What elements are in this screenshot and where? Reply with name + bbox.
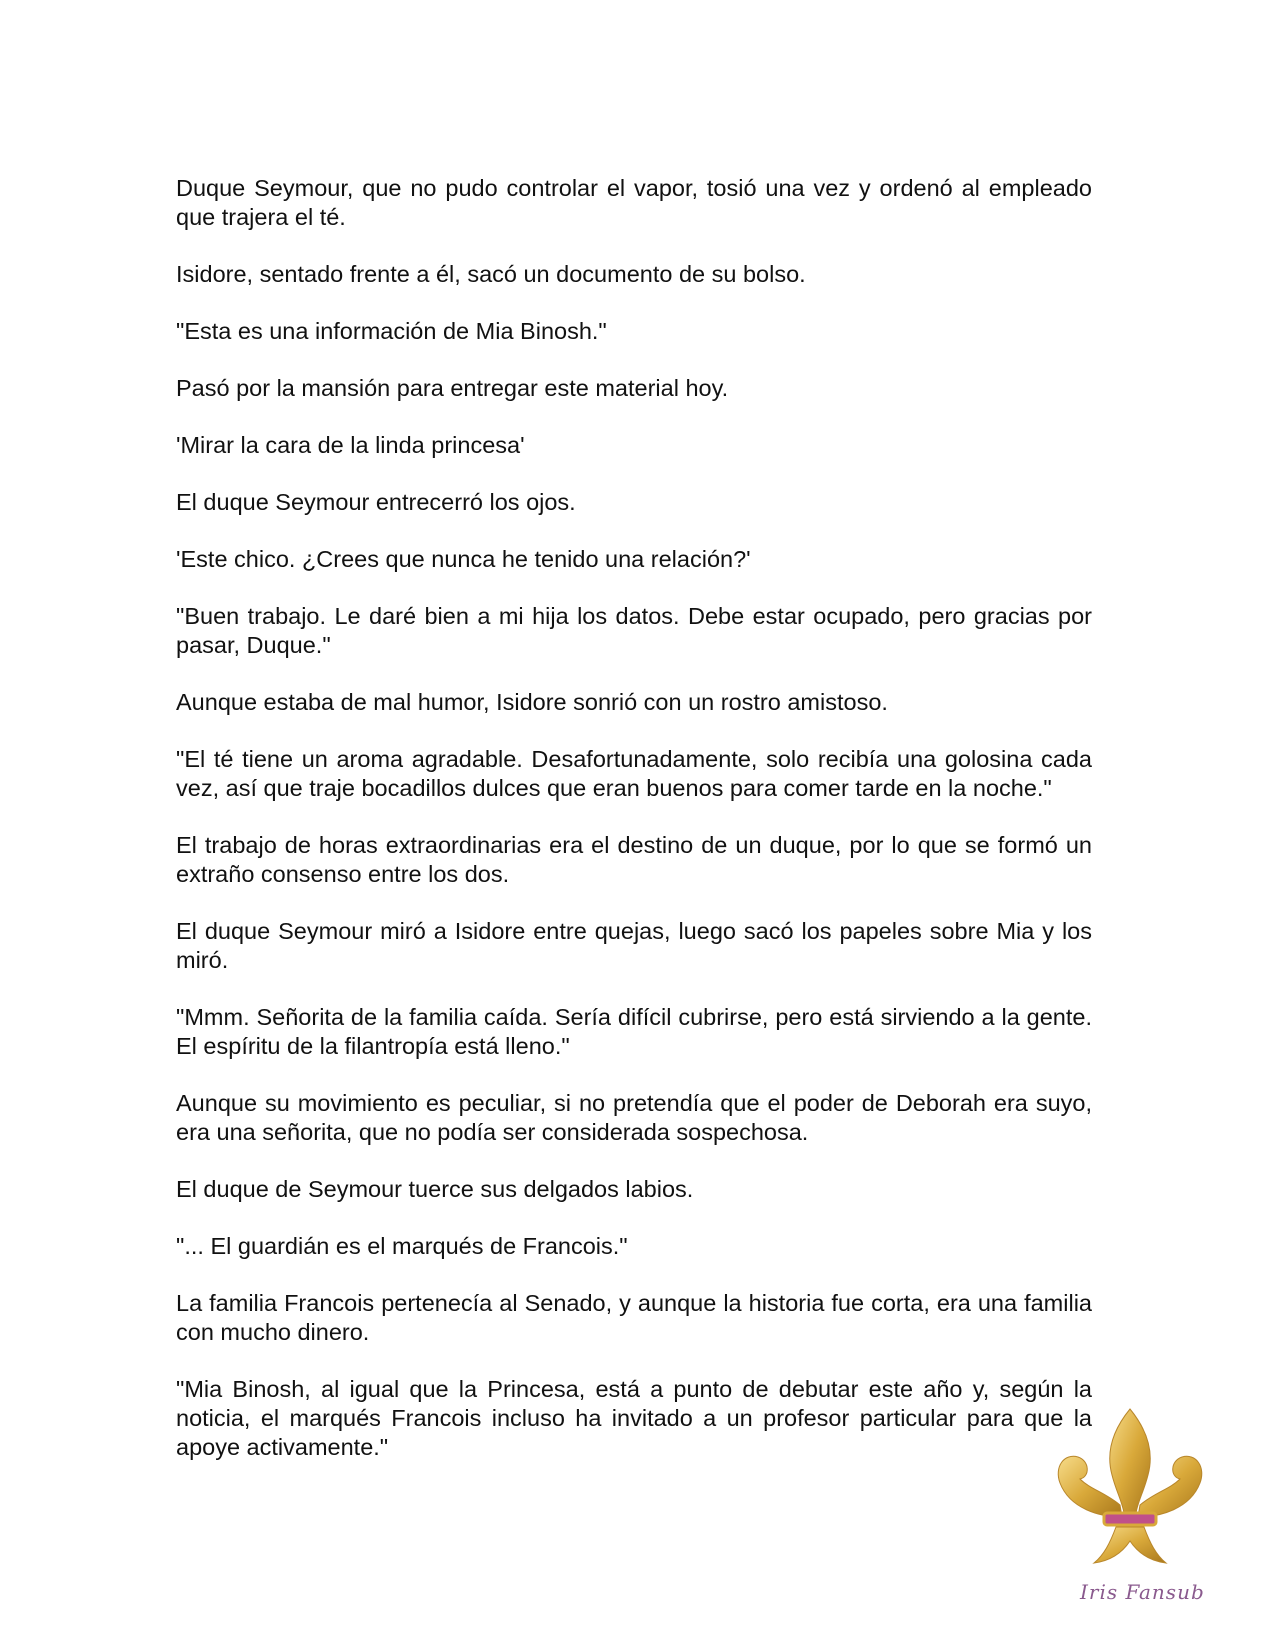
- paragraph: "Buen trabajo. Le daré bien a mi hija los datos. Debe estar ocupado, pero gracias por pasar, Duque.": [176, 603, 1092, 658]
- fleur-de-lis-graphic: [1050, 1405, 1210, 1575]
- paragraph: El duque Seymour entrecerró los ojos.: [176, 489, 576, 515]
- paragraph: 'Mirar la cara de la linda princesa': [176, 432, 525, 458]
- paragraph: Duque Seymour, que no pudo controlar el vapor, tosió una vez y ordenó al empleado que trajera el té.: [176, 175, 1092, 230]
- paragraph: El duque Seymour miró a Isidore entre quejas, luego sacó los papeles sobre Mia y los miró.: [176, 918, 1092, 973]
- paragraph: "... El guardián es el marqués de Francois.": [176, 1233, 628, 1259]
- paragraph: Isidore, sentado frente a él, sacó un documento de su bolso.: [176, 261, 806, 287]
- paragraph: Pasó por la mansión para entregar este material hoy.: [176, 375, 729, 401]
- paragraph: 'Este chico. ¿Crees que nunca he tenido una relación?': [176, 546, 751, 572]
- paragraph: "Mmm. Señorita de la familia caída. Sería difícil cubrirse, pero está sirviendo a la gente. El espíritu de la filantropía está lleno.": [176, 1004, 1092, 1059]
- paragraph: El duque de Seymour tuerce sus delgados labios.: [176, 1176, 694, 1202]
- paragraph: La familia Francois pertenecía al Senado, y aunque la historia fue corta, era una familia con mucho dinero.: [176, 1290, 1092, 1345]
- watermark-label: Iris Fansub: [1080, 1580, 1205, 1604]
- paragraph: "El té tiene un aroma agradable. Desafortunadamente, solo recibía una golosina cada vez, así que traje bocadillos dulces que eran buenos para comer tarde en la noche.": [176, 746, 1092, 801]
- document-body: [176, 174, 1092, 1490]
- paragraph: El trabajo de horas extraordinarias era el destino de un duque, por lo que se formó un extraño consenso entre los dos.: [176, 832, 1092, 887]
- paragraph: Aunque estaba de mal humor, Isidore sonrió con un rostro amistoso.: [176, 689, 888, 715]
- paragraph: "Esta es una información de Mia Binosh.": [176, 318, 607, 344]
- paragraph: Aunque su movimiento es peculiar, si no pretendía que el poder de Deborah era suyo, era una señorita, que no podía ser considerada sospechosa.: [176, 1090, 1092, 1145]
- paragraph: "Mia Binosh, al igual que la Princesa, está a punto de debutar este año y, según la noticia, el marqués Francois incluso ha invitado a un profesor particular para que la apoye activamente.": [176, 1376, 1092, 1460]
